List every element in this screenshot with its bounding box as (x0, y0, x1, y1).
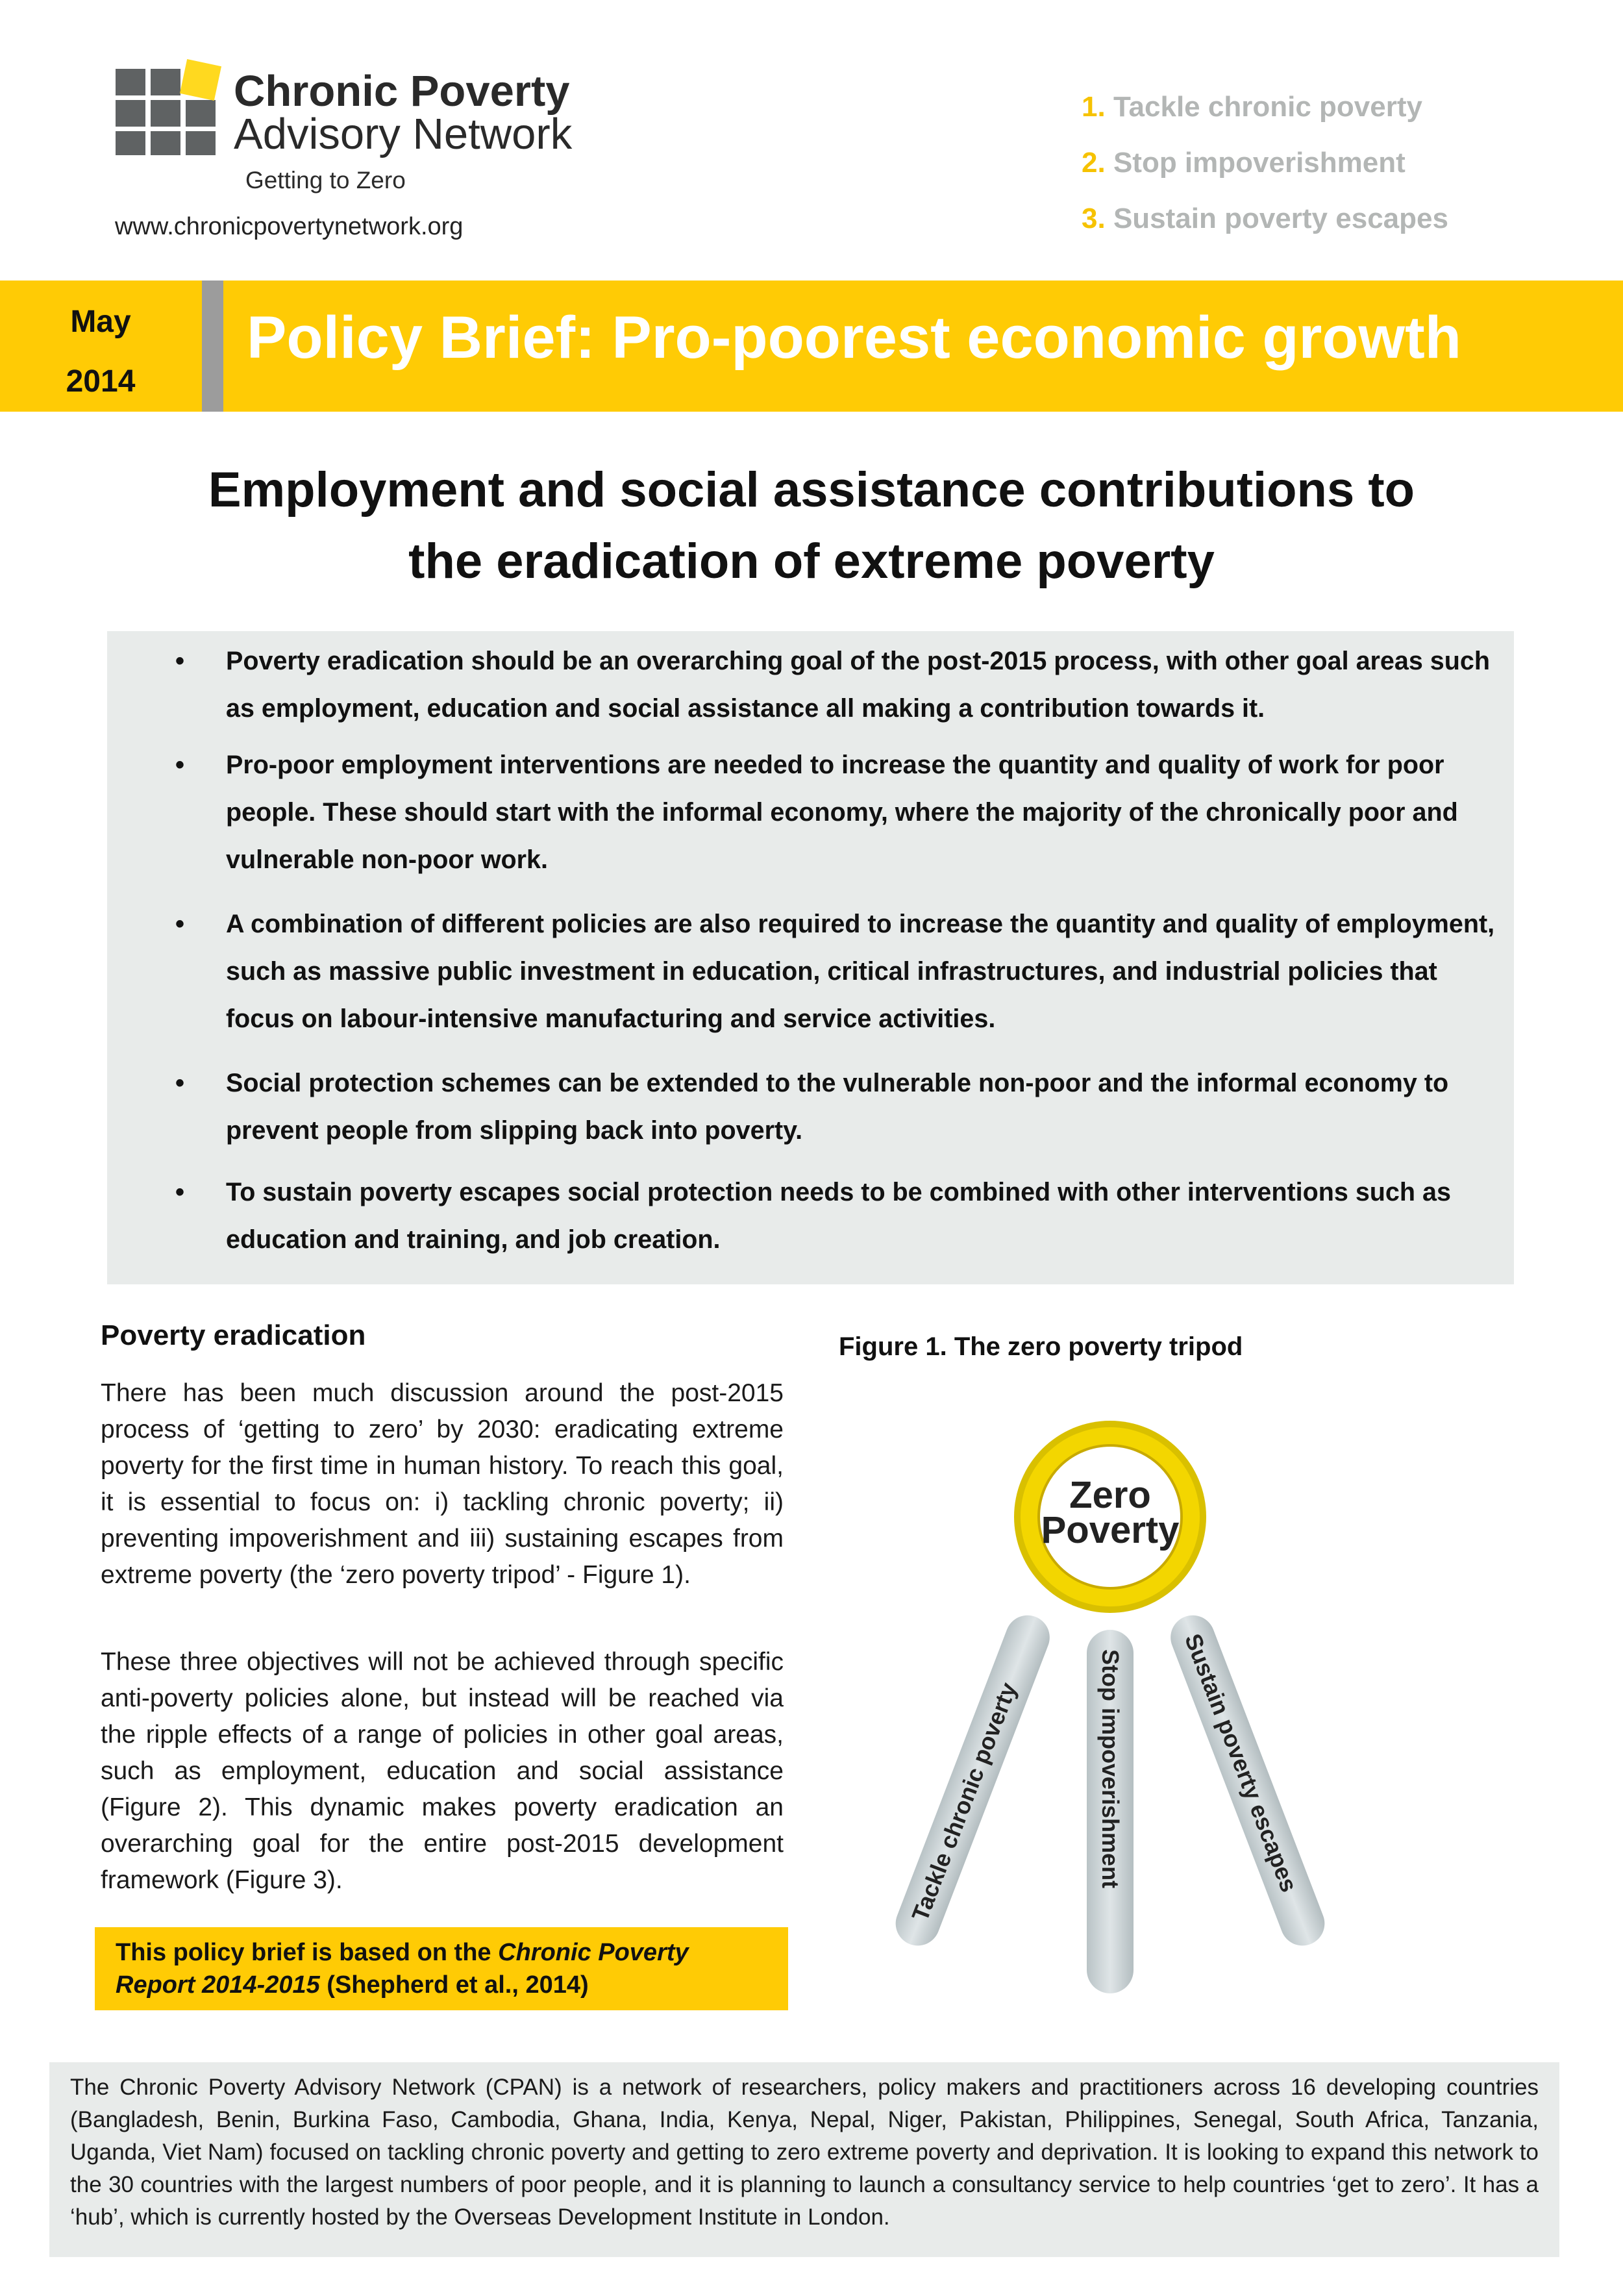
section-heading: Poverty eradication (101, 1319, 366, 1351)
website-link[interactable]: www.chronicpovertynetwork.org (115, 213, 464, 240)
goal-item (1082, 191, 1448, 247)
publication-date (39, 292, 162, 412)
zero-poverty-ring (1014, 1421, 1206, 1613)
banner-divider (202, 281, 223, 412)
leg-right-label: Sustain poverty escapes (1180, 1630, 1303, 1896)
source-note (116, 1936, 765, 2001)
ring-label-line1: Zero (1069, 1474, 1151, 1516)
bullet-icon: • (175, 1178, 185, 1206)
goals-list (1082, 79, 1448, 247)
ring-label-line2: Poverty (1041, 1509, 1180, 1551)
goal-number: 2. (1082, 147, 1106, 179)
publication-year: 2014 (66, 364, 136, 399)
key-point-text: Pro-poor employment interventions are needed to increase the quantity and quality of work for poor people. These should start with the informal economy, where the majority of the chronically poor and vulnerable non-poor work. (226, 751, 1458, 874)
tagline: Getting to Zero (245, 167, 406, 193)
bullet-icon: • (175, 647, 185, 675)
publication-month: May (70, 305, 131, 339)
page-title-line1: Employment and social assistance contributions to (208, 462, 1415, 518)
goal-label: Sustain poverty escapes (1113, 203, 1448, 234)
goal-number: 1. (1082, 91, 1106, 123)
tripod-leg-right (1164, 1609, 1331, 1953)
footer-text: The Chronic Poverty Advisory Network (CPAN) is a network of researchers, policy makers and practitioners across 16 developing countries (Bangladesh, Benin, Burkina Faso, Cambodia, Ghana, India, Kenya, Nepal, Niger, Pakistan, Philippines, Senegal, South Africa, Tanzania, Uganda, Viet Nam) focused on tackling chronic poverty and getting to zero extreme poverty and deprivation. It is looking to expand this network to the 30 countries with the largest numbers of poor people, and it is planning to launch a consultancy service to help countries ‘get to zero’. It has a ‘hub’, which is currently hosted by the Overseas Development Institute in London. (70, 2075, 1539, 2230)
tripod-leg-middle (1087, 1630, 1134, 1993)
zero-poverty-tripod-figure (863, 1409, 1357, 1993)
org-name (234, 67, 573, 158)
banner-title: Policy Brief: Pro-poorest economic growth (247, 305, 1461, 371)
key-point-text: A combination of different policies are also required to increase the quantity and quality of employment, such as massive public investment in education, critical infrastructures, and industrial policies that focus on labour-intensive manufacturing and service activities. (226, 910, 1495, 1033)
page-title-line2: the eradication of extreme poverty (408, 534, 1215, 589)
body-paragraph: These three objectives will not be achieved through specific anti-poverty policies alone, but instead will be reached via the ripple effects of a range of policies in other goal areas, such as employment, education and social assistance (Figure 2). This dynamic makes poverty eradication an overarching goal for the entire post-2015 development framework (Figure 3). (101, 1648, 784, 1894)
org-name-line1: Chronic Poverty (234, 67, 570, 116)
bullet-icon: • (175, 751, 185, 779)
source-report-title: Chronic Poverty Report 2014-2015 (116, 1939, 689, 1999)
source-note-suffix: (Shepherd et al., 2014) (319, 1971, 589, 1999)
goal-label: Stop impoverishment (1113, 147, 1406, 179)
bullet-icon: • (175, 1069, 185, 1097)
goal-label: Tackle chronic poverty (1113, 91, 1422, 123)
logo-mark-icon (116, 62, 223, 155)
key-point-text: To sustain poverty escapes social protection needs to be combined with other interventions such as education and training, and job creation. (226, 1178, 1451, 1254)
goal-item (1082, 135, 1448, 191)
goal-number: 3. (1082, 203, 1106, 234)
page-title (65, 455, 1558, 597)
goal-item (1082, 79, 1448, 135)
source-note-prefix: This policy brief is based on the (116, 1939, 499, 1966)
body-paragraph: There has been much discussion around the post-2015 process of ‘getting to zero’ by 2030: eradicating extreme poverty for the first time in human history. To reach this goal, it is essential to focus on: i) tackling chronic poverty; ii) preventing impoverishment and iii) sustaining escapes from extreme poverty (the ‘zero poverty tripod’ - Figure 1). (101, 1379, 784, 1589)
leg-middle-label: Stop impoverishment (1097, 1649, 1124, 1889)
key-points-box (107, 631, 1514, 1284)
key-point-text: Social protection schemes can be extended to the vulnerable non-poor and the informal economy to prevent people from slipping back into poverty. (226, 1069, 1449, 1145)
figure-caption: Figure 1. The zero poverty tripod (839, 1332, 1243, 1361)
bullet-icon: • (175, 910, 185, 938)
leg-left-label: Tackle chronic poverty (906, 1678, 1022, 1925)
key-point-text: Poverty eradication should be an overarching goal of the post-2015 process, with other goal areas such as employment, education and social assistance all making a contribution towards it. (226, 647, 1490, 723)
org-name-line2: Advisory Network (234, 110, 573, 158)
tripod-leg-left (889, 1609, 1056, 1953)
